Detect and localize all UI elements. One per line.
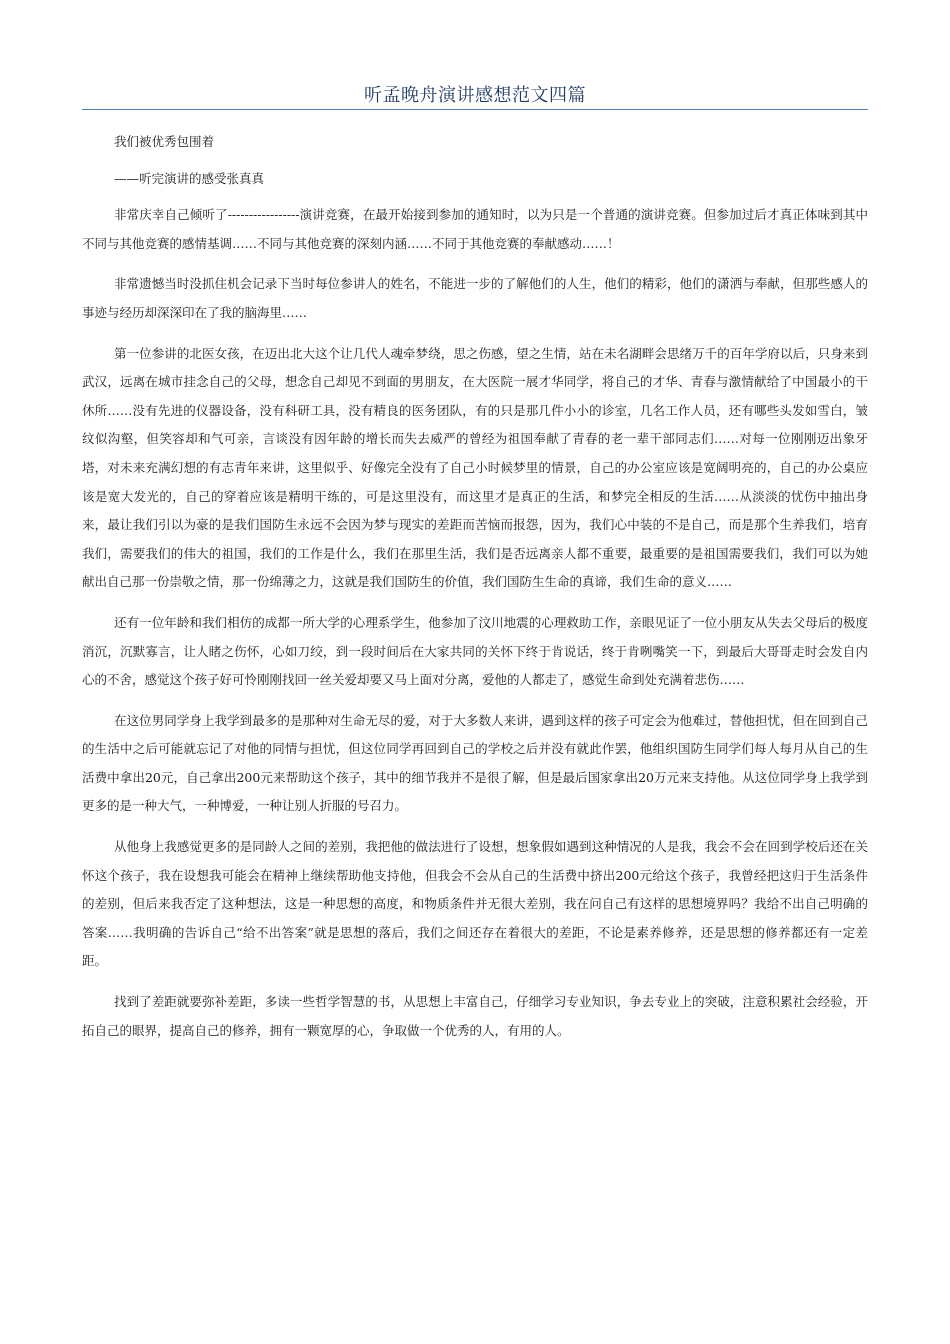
essay-subheading: ——听完演讲的感受张真真 [114, 170, 265, 186]
essay-heading: 我们被优秀包围着 [114, 134, 215, 149]
paragraph-6: 从他身上我感觉更多的是同龄人之间的差别，我把他的做法进行了设想，想象假如遇到这种情况的人是我，我会不会在回到学校后还在关怀这个孩子，我在设想我可能会在精神上继续帮助他支持他，但我会不会从自己的生活费中挤出200元给这个孩子，我曾经把这归于生活条件的差别，但后来我否定了这种想法，这是一种思想的高度，和物质条件并无很大差别，我在问自己有这样的思想境界吗？我给不出自己明确的答案……我明确的告诉自己“给不出答案”就是思想的落后，我们之间还存在着很大的差距，不论是素养修养，还是思想的修养都还有一定差距。 [82, 839, 868, 969]
paragraph-5: 在这位男同学身上我学到最多的是那种对生命无尽的爱，对于大多数人来讲，遇到这样的孩子可定会为他难过，替他担忧，但在回到自己的生活中之后可能就忘记了对他的同情与担忧，但这位同学再回到自己的学校之后并没有就此作罢，他组织国防生同学们每人每月从自己的生活费中拿出20元，自己拿出200元来帮助这个孩子，其中的细节我并不是很了解，但是最后国家拿出20万元来支持他。从这位同学身上我学到更多的是一种大气，一种博爱，一种让别人折服的号召力。 [82, 712, 868, 814]
document-title: 听孟晚舟演讲感想范文四篇 [364, 85, 586, 106]
paragraph-1: 非常庆幸自己倾听了-----------------演讲竞赛，在最开始接到参加的通知时，以为只是一个普通的演讲竞赛。但参加过后才真正体味到其中不同与其他竞赛的感情基调……不同与其他竞赛的深刻内涵……不同于其他竞赛的奉献感动……！ [82, 207, 868, 251]
paragraph-3: 第一位参讲的北医女孩，在迈出北大这个让几代人魂牵梦绕，思之伤感，望之生情，站在未名湖畔会思绪万千的百年学府以后，只身来到武汉，远离在城市挂念自己的父母，想念自己却见不到面的男朋友，在大医院一展才华同学，将自己的才华、青春与激情献给了中国最小的干休所……没有先进的仪器设备，没有科研工具，没有精良的医务团队，有的只是那几件小小的诊室，几名工作人员，还有哪些头发如雪白，皱纹似沟壑，但笑容却和气可亲，言谈没有因年龄的增长而失去威严的曾经为祖国奉献了青春的老一辈干部同志们……对每一位刚刚迈出象牙塔，对未来充满幻想的有志青年来讲，这里似乎、好像完全没有了自己小时候梦里的情景，自己的办公室应该是宽阔明亮的，自己的办公桌应该是宽大发光的，自己的穿着应该是精明干练的，可是这里没有，而这里才是真正的生活，和梦完全相反的生活……从淡淡的忧伤中抽出身来，最让我们引以为豪的是我们国防生永远不会因为梦与现实的差距而苦恼而报怨，因为，我们心中装的不是自己，而是那个生养我们，培育我们，需要我们的伟大的祖国，我们的工作是什么，我们在那里生活，我们是否远离亲人都不重要，最重要的是祖国需要我们，我们可以为她献出自己那一份崇敬之情，那一份绵薄之力，这就是我们国防生的价值，我们国防生生命的真谛，我们生命的意义…… [82, 345, 868, 590]
title-underline [82, 109, 868, 110]
paragraph-2: 非常遗憾当时没抓住机会记录下当时每位参讲人的姓名，不能进一步的了解他们的人生，他们的精彩，他们的潇洒与奉献，但那些感人的事迹与经历却深深印在了我的脑海里…… [82, 276, 868, 320]
document-body [82, 128, 868, 1057]
paragraph-7: 找到了差距就要弥补差距，多读一些哲学智慧的书，从思想上丰富自己，仔细学习专业知识，争去专业上的突破，注意积累社会经验，开拓自己的眼界，提高自己的修养，拥有一颗宽厚的心，争取做一个优秀的人，有用的人。 [82, 994, 868, 1038]
paragraph-4: 还有一位年龄和我们相仿的成都一所大学的心理系学生，他参加了汶川地震的心理救助工作，亲眼见证了一位小朋友从失去父母后的极度消沉，沉默寡言，让人睹之伤怀，心如刀绞，到一段时间后在大家共同的关怀下终于肯说话，终于肯咧嘴笑一下，到最后大哥哥走时会发自内心的不舍，感觉这个孩子好可怜刚刚找回一丝关爱却要又马上面对分离，爱他的人都走了，感觉生命到处充满着悲伤…… [82, 614, 868, 688]
